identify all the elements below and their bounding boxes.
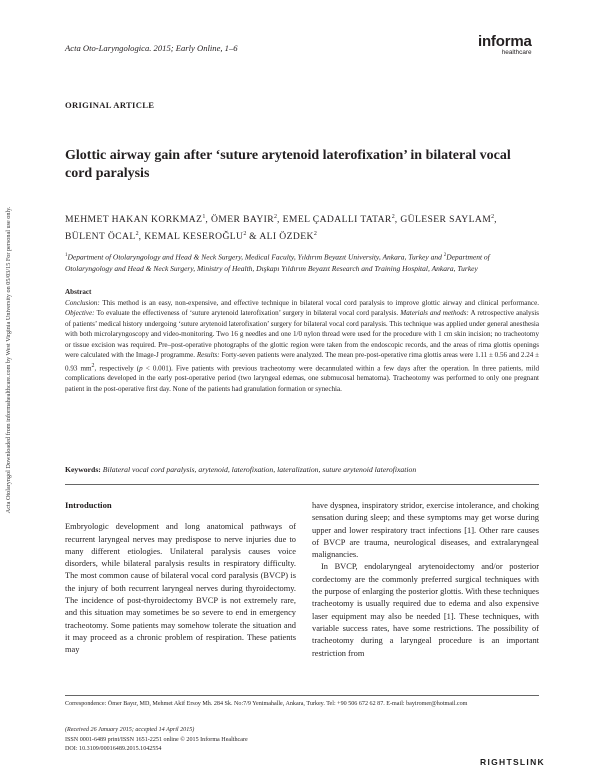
author-affiliation-marker: 2 — [391, 214, 395, 220]
author-name: ÖMER BAYIR — [210, 214, 275, 226]
keywords-text: Bilateral vocal cord paralysis, arytenoid, laterofixation, lateralization, suture arytenoid laterofixation — [102, 465, 417, 474]
methods-label: Materials and methods: — [400, 309, 469, 317]
intro-paragraph-3: In BVCP, endolaryngeal arytenoidectomy and/or posterior cordectomy are the commonly preferred surgical techniques with the purpose of enlarging the posterior glottis. With these techniques tracheotomy is usually required due to edema and also expensive laser equipment may also be needed [1]. These techniques, with variable success rates, have some restrictions. The possibility of tracheotomy during a laryngeal procedure is an important restriction from — [312, 562, 539, 658]
keywords — [65, 465, 539, 474]
results-text-c: < 0.001). Five patients with previous tracheotomy were decannulated within a few days after the operation. In three patients, mild complications developed in the early post-operative period (two laryngeal edemas, one submucosal hematoma). Tracheotomy was performed to only one pregnant patient in the post-operative first day. None of the patients had granulation formation or synechia. — [65, 363, 539, 393]
right-column — [312, 500, 539, 660]
author-affiliation-marker: 2 — [491, 214, 495, 220]
conclusion-label: Conclusion: — [65, 298, 100, 307]
author-separator: , — [138, 231, 145, 243]
issn-line: ISSN 0001-6489 print/ISSN 1651-2251 online © 2015 Informa Healthcare — [65, 737, 248, 743]
introduction-heading: Introduction — [65, 500, 112, 510]
methods-text: A retrospective analysis of patients’ medical history undergoing ‘suture arytenoid laterofixation’ surgery for bilateral vocal cord paralysis. This technique was applied under general anesthesia with both microlaryngoscopy and video-monitoring. Two 16 g needles and one 1/0 nylon thread were used for the procedure with 1 cm skin incision; no tracheotomy or tissue excision was required. Pre–post-operative photographs of the glottic region were taken from the endoscopic records, and the areas of rima glottis openings were calculated with the Image-J programme. — [65, 309, 540, 359]
results-superscript: 2 — [91, 362, 95, 369]
author-separator: , — [277, 214, 283, 226]
results-label: Results: — [196, 351, 220, 359]
author-separator: & — [246, 231, 260, 243]
intro-paragraph-2: have dyspnea, inspiratory stridor, exercise intolerance, and choking sensation during sleep; and these symptoms may get worse during upper and lower respiratory tract infections [1]. Other rare causes of BVCP are trauma, neurological diseases, and extralaryngeal malignancies. — [312, 501, 539, 560]
results-text-a: Forty-seven patients were analyzed. The mean pre-post-operative rima glottis areas were 1.11 ± 0.56 and 2.24 ± 0.93 mm — [65, 351, 539, 372]
author-separator: , — [394, 214, 401, 226]
logo-name: informa — [478, 33, 532, 50]
affiliation-2-marker: 2 — [443, 253, 447, 258]
affiliation-1: Department of Otolaryngology and Head & Neck Surgery, Medical Faculty, Yıldırım Beyazıt University, Ankara, Turkey and — [67, 252, 442, 262]
author-separator: , — [494, 214, 497, 226]
abstract — [65, 287, 539, 394]
author-name: EMEL ÇADALLI TATAR — [282, 214, 392, 226]
doi-line: DOI: 10.3109/00016489.2015.1042554 — [65, 746, 162, 752]
author-name: ALI ÖZDEK — [259, 231, 314, 243]
author-affiliation-marker: 2 — [274, 214, 278, 220]
keywords-divider — [65, 484, 539, 485]
author-name: BÜLENT ÖCAL — [65, 231, 136, 243]
publisher-logo — [478, 34, 532, 56]
author-name: MEHMET HAKAN KORKMAZ — [65, 214, 203, 226]
author-affiliation-marker: 2 — [243, 231, 247, 238]
affiliation-1-marker: 1 — [65, 253, 68, 258]
rightslink-logo: RIGHTSLINK — [480, 757, 545, 767]
article-title: Glottic airway gain after ‘suture arytenoid laterofixation’ in bilateral vocal cord paralysis — [65, 148, 511, 181]
results-p: p — [139, 363, 143, 372]
objective-text: To evaluate the effectiveness of ‘suture arytenoid laterofixation’ surgery in bilateral vocal cord paralysis. — [96, 309, 399, 317]
article-type: ORIGINAL ARTICLE — [65, 100, 155, 110]
footer-divider — [65, 695, 539, 696]
affiliation-2: Department of Otolaryngology and Head & Neck Surgery, Ministry of Health, Dışkapı Yıldırım Beyazıt Research and Training Hospital, Ankara, Turkey — [65, 252, 490, 273]
author-name: GÜLESER SAYLAM — [400, 214, 492, 226]
objective-label: Objective: — [65, 309, 95, 317]
results-text-b: , respectively ( — [94, 363, 140, 372]
affiliations — [65, 250, 537, 274]
abstract-heading: Abstract — [65, 288, 92, 296]
author-name: KEMAL KESEROĞLU — [144, 231, 244, 243]
author-separator: , — [205, 214, 211, 226]
received-dates: (Received 26 January 2015; accepted 14 April 2015) — [65, 727, 195, 733]
intro-paragraph-1: Embryologic development and long anatomical pathways of recurrent laryngeal nerves may predispose to nerve injuries due to many different etiologies. Unilateral paralysis causes voice disorders, while bilateral paralysis results in respiratory difficulty. The most common cause of bilateral vocal cord paralysis (BVCP) is the injury of both recurrent laryngeal nerves during thyroidectomy. The incidence of post-thyroidectomy BVCP is not extremely rare, and this situation may sometimes be so severe to end in emergency tracheotomy. Some patients may somehow tolerate the situation and it may proceed as a chronic problem of respiration. These patients may — [65, 522, 296, 655]
author-list — [65, 210, 535, 245]
download-note: Acta Otolaryngol Downloaded from informahealthcare.com by West Virginia University on 05/03/15 For personal use only. — [5, 206, 13, 514]
left-column — [65, 499, 296, 657]
author-affiliation-marker: 2 — [313, 231, 317, 238]
conclusion-text: This method is an easy, non-expensive, and effective technique in bilateral vocal cord paralysis to improve glottic airway and clinical performance. — [102, 298, 539, 307]
correspondence: Correspondence: Ömer Bayır, MD, Mehmet Akif Ersoy Mh. 284 Sk. No:7/9 Yenimahalle, Ankara, Turkey. Tel: +90 506 672 62 87. E-mail: bayiromer@hotmail.com — [65, 701, 468, 707]
author-affiliation-marker: 2 — [135, 231, 139, 238]
running-head: Acta Oto-Laryngologica. 2015; Early Online, 1–6 — [65, 43, 238, 53]
logo-sub: healthcare — [501, 49, 532, 56]
keywords-label: Keywords: — [65, 465, 101, 474]
author-affiliation-marker: 1 — [202, 214, 206, 220]
